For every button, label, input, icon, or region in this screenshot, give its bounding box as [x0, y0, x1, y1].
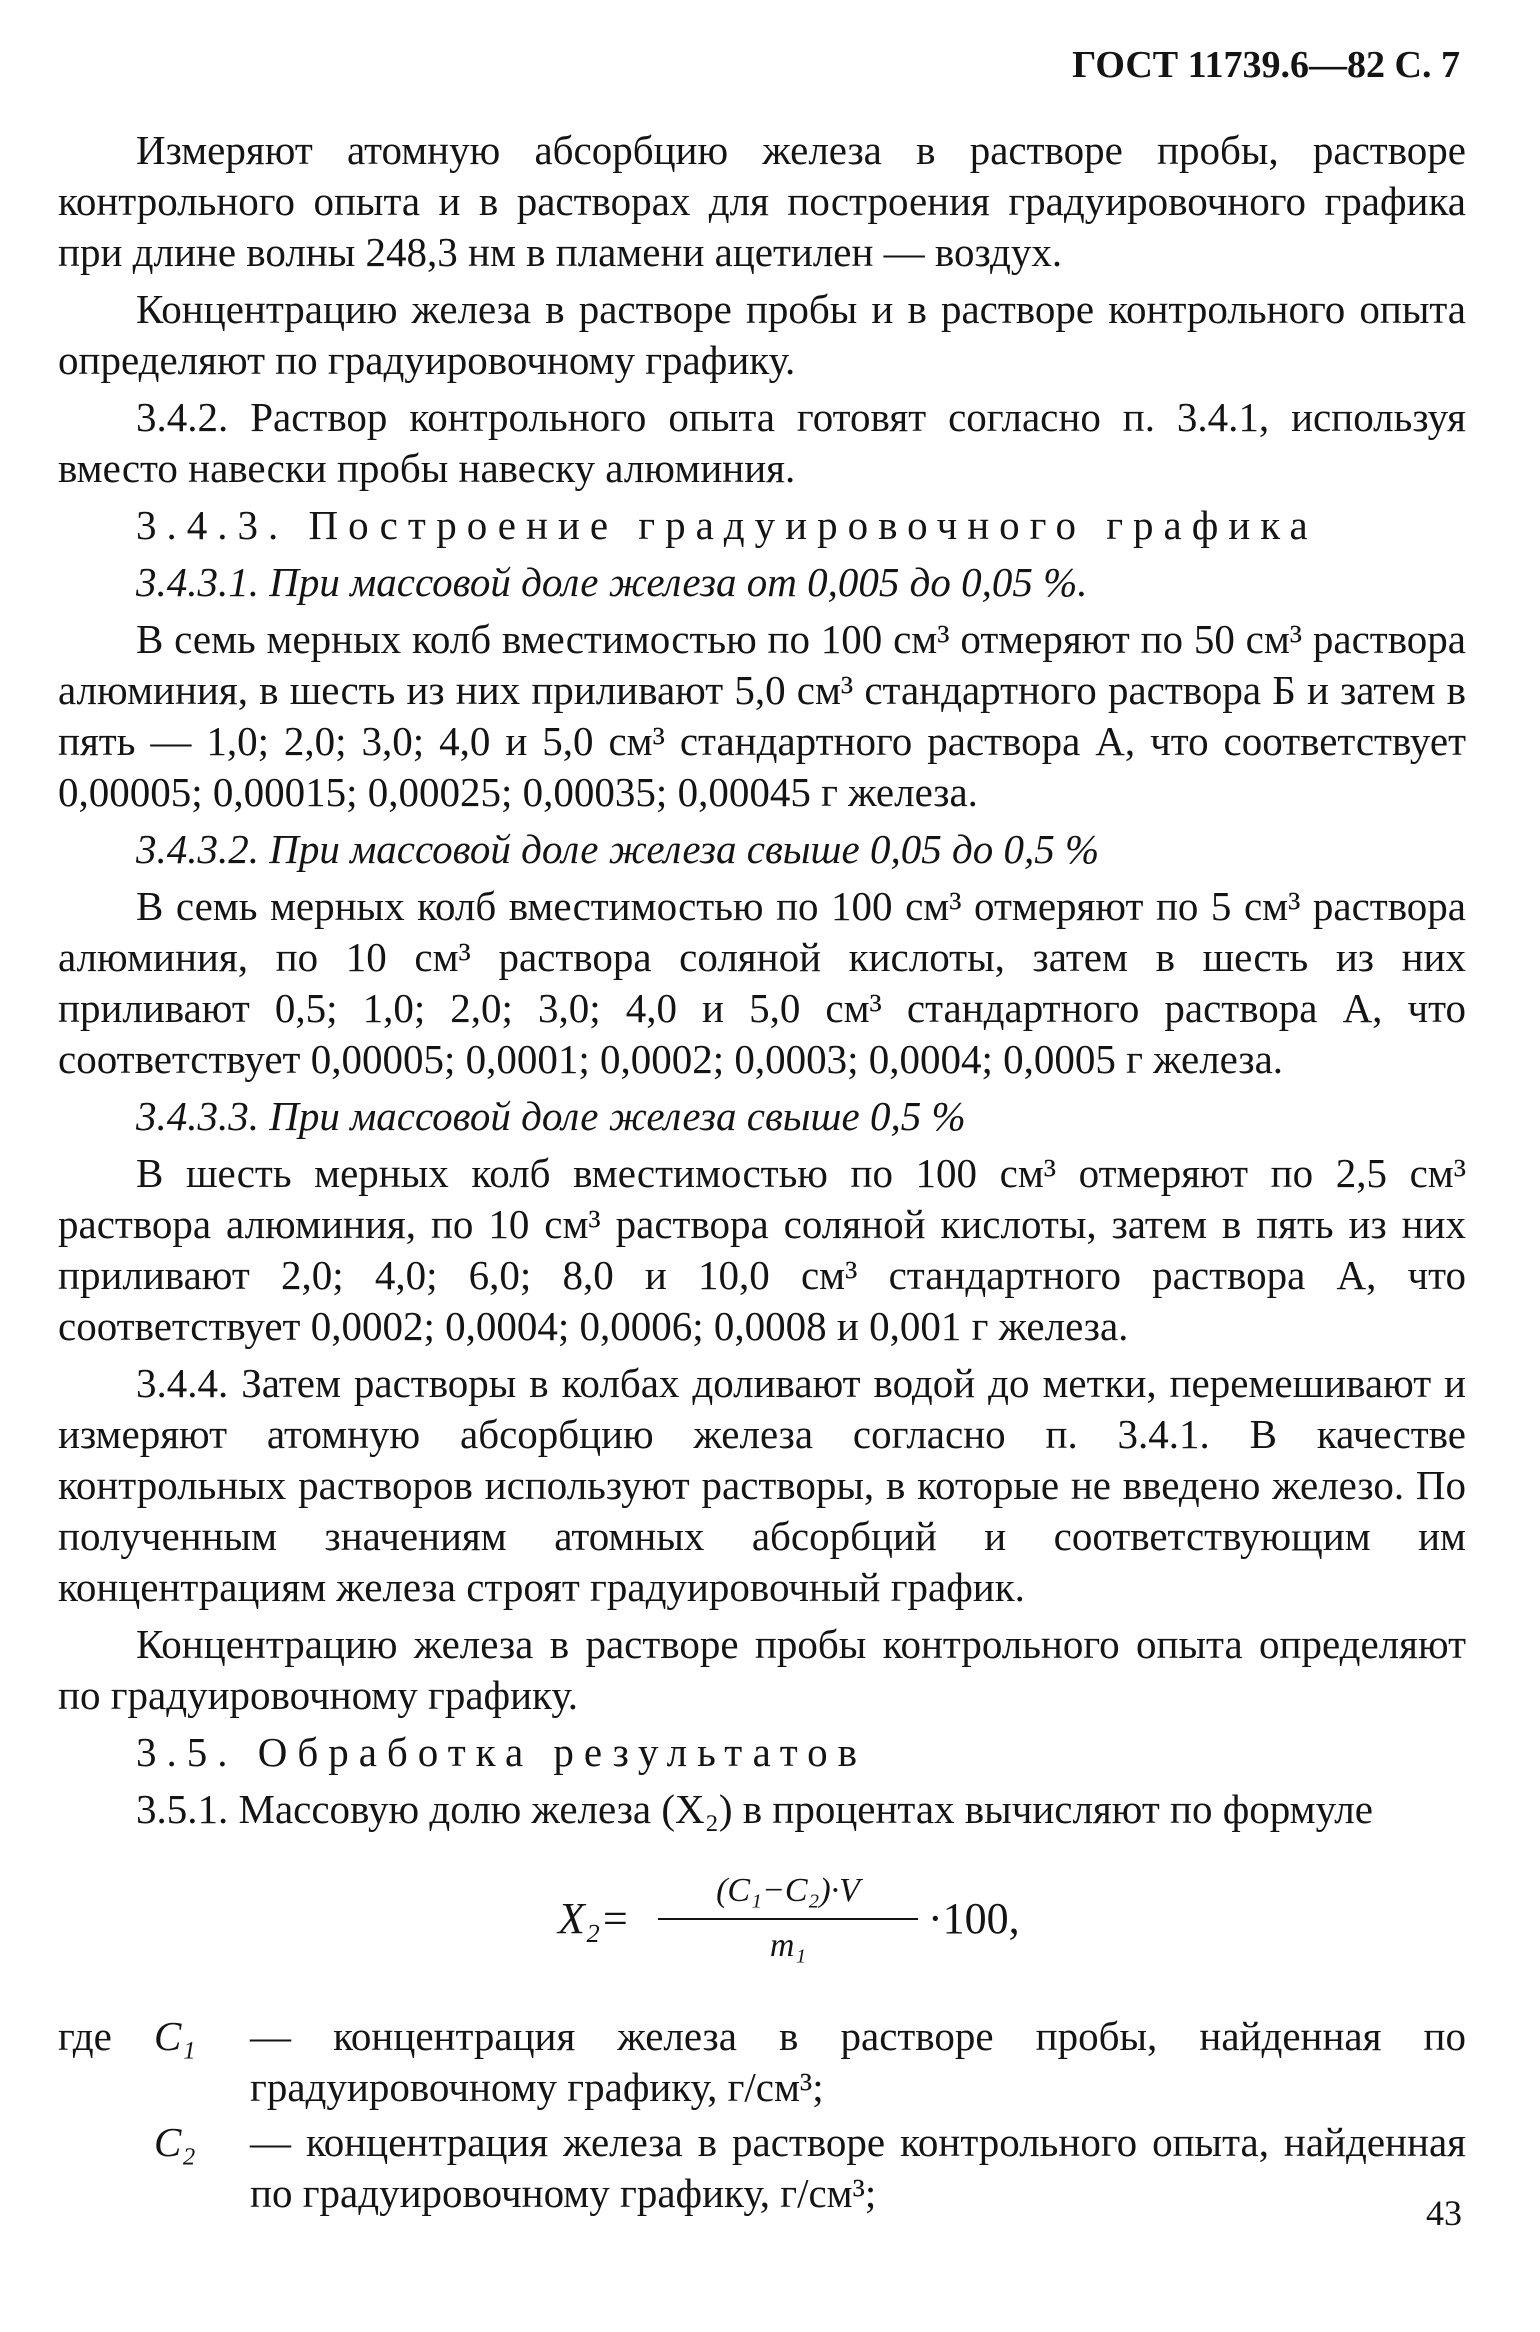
paragraph-3-4-3-2-text: В семь мерных колб вместимостью по 100 см³ отмеряют по 5 см³ раствора алюминия, по 10 см³ раствора соляной кислоты, затем в шесть из них приливают 0,5; 1,0; 2,0; 3,0; 4,0 и 5,0 см³ стандартного раствора А, что соответствует 0,00005; 0,0001; 0,0002; 0,0003; 0,0004; 0,0005 г железа.	[58, 883, 1466, 1082]
formula-numerator: (C₁−C₂)·V	[658, 1865, 918, 1920]
formula-fraction	[658, 1865, 918, 1971]
heading-3-5: 3.5. Обработка результатов	[136, 1729, 868, 1775]
variable-definitions	[58, 2011, 1466, 2219]
where-prefix: где	[58, 2013, 112, 2059]
heading-3-4-3-1: 3.4.3.1. При массовой доле железа от 0,005 до 0,05 %.	[136, 559, 1088, 605]
formula-tail: ·100,	[928, 1894, 1020, 1943]
definition-c1-text: — концентрация железа в растворе пробы, найденная по градуировочному графику, г/см³;	[250, 2013, 1466, 2110]
paragraph-concentration-2: Концентрацию железа в растворе пробы контрольного опыта определяют по градуировочному графику.	[58, 1621, 1466, 1718]
paragraph-3-4-3-3-text: В шесть мерных колб вместимостью по 100 см³ отмеряют по 2,5 см³ раствора алюминия, по 10 см³ раствора соляной кислоты, затем в пять из них приливают 2,0; 4,0; 6,0; 8,0 и 10,0 см³ стандартного раствора А, что соответствует 0,0002; 0,0004; 0,0006; 0,0008 и 0,001 г железа.	[58, 1150, 1466, 1349]
heading-3-4-3: 3.4.3. Построение градуировочного графика	[136, 502, 1318, 548]
symbol-c1: C₁	[154, 2013, 196, 2059]
paragraph-concentration: Концентрацию железа в растворе пробы и в растворе контрольного опыта определяют по градуировочному графику.	[58, 286, 1466, 383]
symbol-c2: C₂	[154, 2119, 196, 2165]
paragraph-3-4-2: 3.4.2. Раствор контрольного опыта готовят согласно п. 3.4.1, используя вместо навески пробы навеску алюминия.	[58, 394, 1466, 491]
paragraph-3-4-4: 3.4.4. Затем растворы в колбах доливают водой до метки, перемешивают и измеряют атомную абсорбцию железа согласно п. 3.4.1. В качестве контрольных растворов используют растворы, в которые не введено железо. По полученным значениям атомных абсорбций и соответствующим им концентрациям железа строят градуировочный график.	[58, 1360, 1466, 1610]
formula-x2	[58, 1845, 1466, 1995]
heading-3-4-3-3: 3.4.3.3. При массовой доле железа свыше 0,5 %	[136, 1093, 966, 1139]
document-body	[58, 125, 1466, 2223]
heading-3-4-3-2: 3.4.3.2. При массовой доле железа свыше 0,05 до 0,5 %	[136, 826, 1100, 872]
formula-denominator: m₁	[769, 1927, 807, 1964]
paragraph-3-4-3-1-text: В семь мерных колб вместимостью по 100 см³ отмеряют по 50 см³ раствора алюминия, в шесть из них приливают 5,0 см³ стандартного раствора Б и затем в пять — 1,0; 2,0; 3,0; 4,0 и 5,0 см³ стандартного раствора А, что соответствует 0,00005; 0,00015; 0,00025; 0,00035; 0,00045 г железа.	[58, 616, 1466, 815]
definition-c2	[58, 2117, 1466, 2219]
paragraph-measure: Измеряют атомную абсорбцию железа в растворе пробы, растворе контрольного опыта и в растворах для построения градуировочного графика при длине волны 248,3 нм в пламени ацетилен — воздух.	[58, 127, 1466, 275]
page-header: ГОСТ 11739.6—82 С. 7	[1072, 44, 1460, 86]
definition-c2-text: — концентрация железа в растворе контрольного опыта, найденная по градуировочному графику, г/см³;	[250, 2119, 1466, 2216]
definition-c1	[58, 2011, 1466, 2113]
paragraph-3-5-1: 3.5.1. Массовую долю железа (X₂) в процентах вычисляют по формуле	[136, 1786, 1373, 1832]
formula-lhs: X₂=	[558, 1894, 630, 1943]
page-number: 43	[1426, 2193, 1462, 2233]
